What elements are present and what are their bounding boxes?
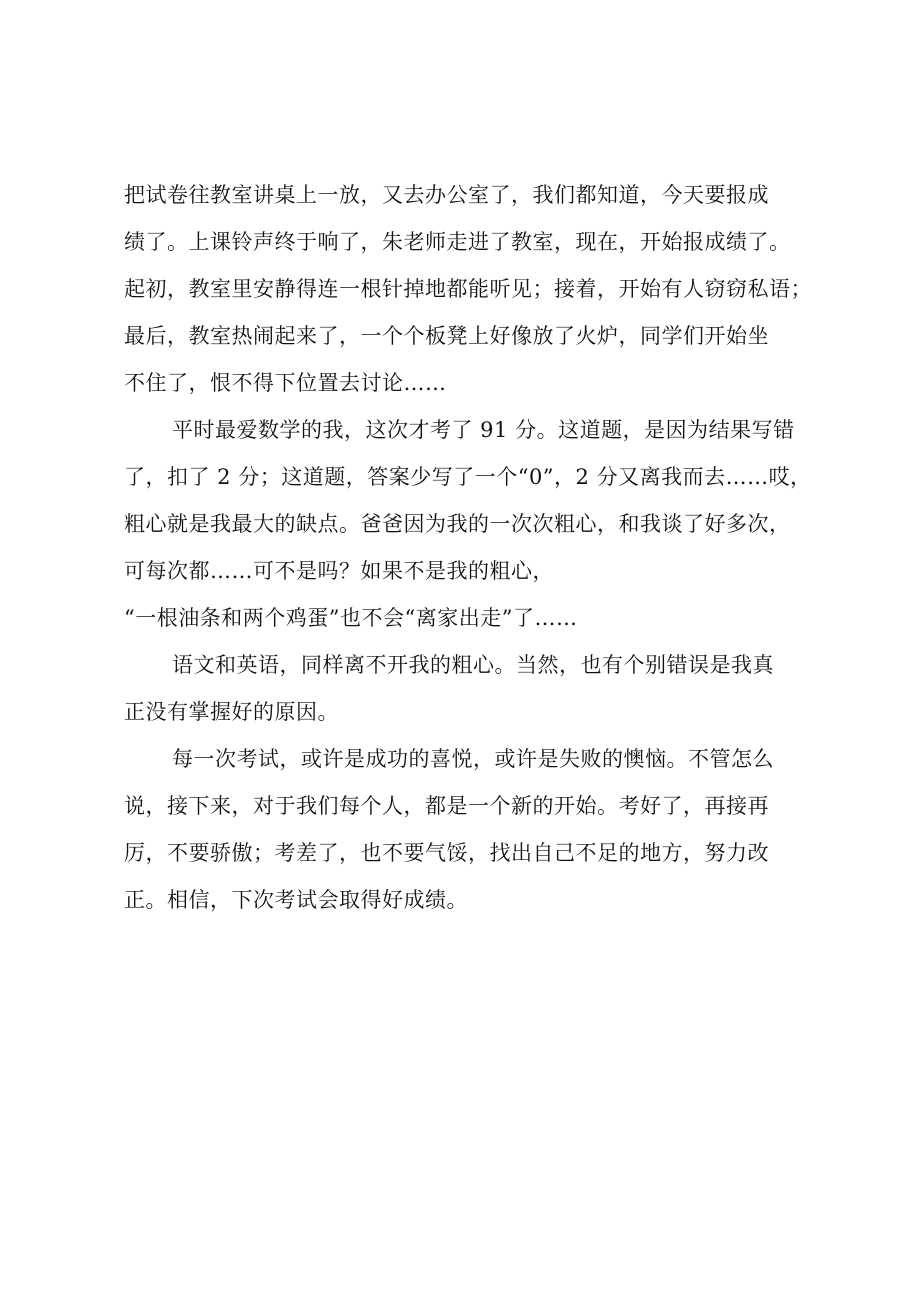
paragraph-line: 粗心就是我最大的缺点。爸爸因为我的一次次粗心，和我谈了好多次， (124, 512, 791, 536)
paragraph-line: 说，接下来，对于我们每个人，都是一个新的开始。考好了，再接再 (124, 794, 769, 818)
paragraph-4 (124, 736, 824, 924)
paragraph-line: 绩了。上课铃声终于响了，朱老师走进了教室，现在，开始报成绩了。 (124, 230, 791, 254)
paragraph-line: 了，扣了 2 分；这道题，答案少写了一个“0”，2 分又离我而去……哎， (124, 465, 812, 489)
paragraph-1 (124, 172, 824, 407)
paragraph-line: 最后，教室热闹起来了，一个个板凳上好像放了火炉，同学们开始坐 (124, 324, 769, 348)
paragraph-line: 把试卷往教室讲桌上一放，又去办公室了，我们都知道，今天要报成 (124, 183, 769, 207)
paragraph-line: 厉，不要骄傲；考差了，也不要气馁，找出自己不足的地方，努力改 (124, 841, 769, 865)
paragraph-line: 正没有掌握好的原因。 (124, 700, 339, 724)
paragraph-line: 正。相信，下次考试会取得好成绩。 (124, 888, 468, 912)
paragraph-line: 平时最爱数学的我，这次才考了 91 分。这道题，是因为结果写错 (172, 418, 795, 442)
document-body (124, 172, 824, 924)
paragraph-line: 可每次都……可不是吗？如果不是我的粗心， (124, 559, 554, 583)
paragraph-line: 语文和英语，同样离不开我的粗心。当然，也有个别错误是我真 (172, 653, 774, 677)
paragraph-line: 起初，教室里安静得连一根针掉地都能听见；接着，开始有人窃窃私语； (124, 277, 812, 301)
paragraph-3 (124, 642, 824, 736)
paragraph-line: “一根油条和两个鸡蛋”也不会“离家出走”了…… (124, 606, 578, 630)
paragraph-line: 每一次考试，或许是成功的喜悦，或许是失败的懊恼。不管怎么 (172, 747, 774, 771)
paragraph-2 (124, 407, 824, 642)
paragraph-line: 不住了，恨不得下位置去讨论…… (124, 371, 447, 395)
